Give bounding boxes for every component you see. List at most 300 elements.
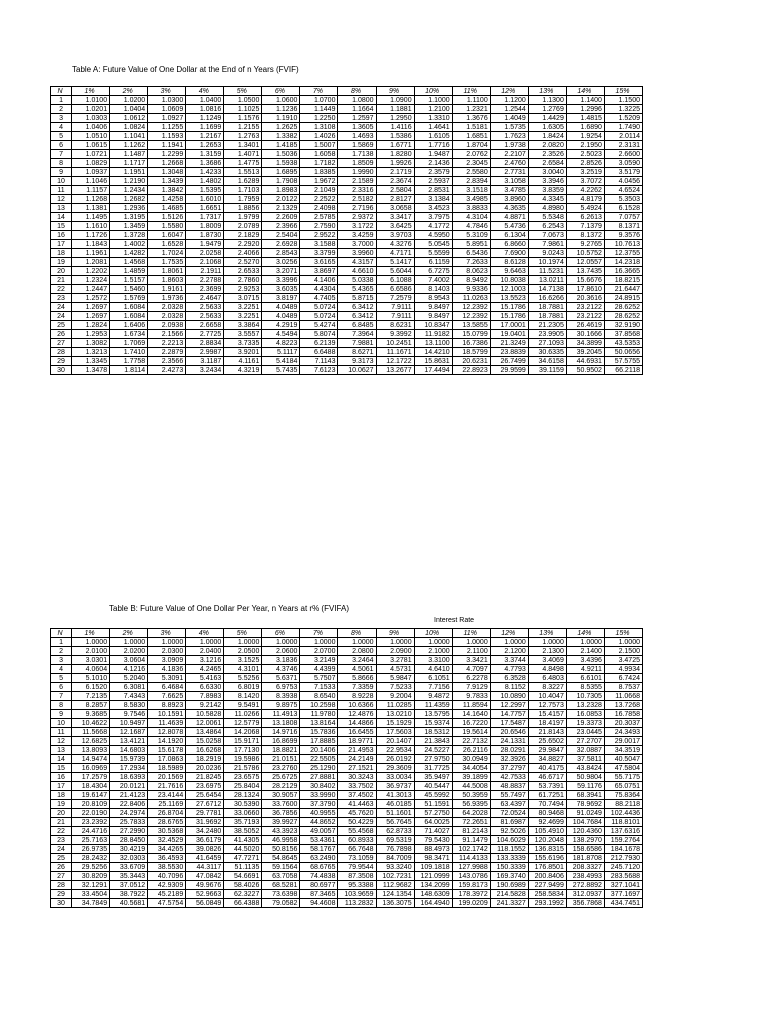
value-cell: 16.7220 bbox=[452, 719, 490, 728]
value-cell: 7.0757 bbox=[604, 213, 642, 222]
value-cell: 377.1697 bbox=[604, 890, 642, 899]
value-cell: 1.6105 bbox=[414, 132, 452, 141]
value-cell: 2.3966 bbox=[262, 222, 300, 231]
value-cell: 13.8164 bbox=[300, 719, 338, 728]
value-cell: 199.0209 bbox=[452, 899, 490, 908]
value-cell: 6.2139 bbox=[300, 339, 338, 348]
value-cell: 1.9161 bbox=[148, 285, 186, 294]
value-cell: 12.4876 bbox=[338, 710, 376, 719]
value-cell: 27.1093 bbox=[528, 339, 566, 348]
value-cell: 57.2750 bbox=[414, 809, 452, 818]
value-cell: 65.0751 bbox=[604, 782, 642, 791]
value-cell: 27.6712 bbox=[186, 800, 224, 809]
value-cell: 23.9905 bbox=[528, 330, 566, 339]
value-cell: 21.4953 bbox=[338, 746, 376, 755]
value-cell: 94.4608 bbox=[300, 899, 338, 908]
value-cell: 1.0000 bbox=[528, 638, 566, 647]
value-cell: 59.1176 bbox=[566, 782, 604, 791]
value-cell: 40.5681 bbox=[110, 899, 148, 908]
value-cell: 1.7103 bbox=[224, 186, 262, 195]
value-cell: 7.6900 bbox=[490, 249, 528, 258]
value-cell: 2.3699 bbox=[186, 285, 224, 294]
value-cell: 10.4047 bbox=[528, 692, 566, 701]
value-cell: 24.8915 bbox=[604, 294, 642, 303]
value-cell: 4.0604 bbox=[72, 665, 110, 674]
value-cell: 21.0151 bbox=[262, 755, 300, 764]
value-cell: 53.7391 bbox=[528, 782, 566, 791]
value-cell: 66.2118 bbox=[604, 366, 642, 375]
table-row bbox=[51, 159, 643, 168]
value-cell: 62.8733 bbox=[376, 827, 414, 836]
table-row bbox=[51, 231, 643, 240]
value-cell: 35.7193 bbox=[224, 818, 262, 827]
value-cell: 1.8730 bbox=[186, 231, 224, 240]
value-cell: 1.4185 bbox=[262, 141, 300, 150]
value-cell: 39.0826 bbox=[186, 845, 224, 854]
value-cell: 11.0263 bbox=[452, 294, 490, 303]
value-cell: 5.0724 bbox=[300, 312, 338, 321]
value-cell: 56.7645 bbox=[376, 818, 414, 827]
value-cell: 92.4699 bbox=[528, 818, 566, 827]
row-year-cell: 12 bbox=[51, 195, 72, 204]
value-cell: 1.3842 bbox=[148, 186, 186, 195]
value-cell: 20.0236 bbox=[186, 764, 224, 773]
value-cell: 1.4282 bbox=[110, 249, 148, 258]
value-cell: 6.1159 bbox=[414, 258, 452, 267]
value-cell: 3.1518 bbox=[452, 186, 490, 195]
value-cell: 50.8156 bbox=[262, 845, 300, 854]
value-cell: 2.8526 bbox=[566, 159, 604, 168]
value-cell: 1.5938 bbox=[262, 159, 300, 168]
table-row bbox=[51, 249, 643, 258]
value-cell: 36.4593 bbox=[148, 854, 186, 863]
value-cell: 3.8960 bbox=[490, 195, 528, 204]
value-cell: 3.1058 bbox=[490, 177, 528, 186]
value-cell: 73.1059 bbox=[338, 854, 376, 863]
value-cell: 9.2765 bbox=[566, 240, 604, 249]
value-cell: 7.1143 bbox=[300, 357, 338, 366]
row-year-cell: 5 bbox=[51, 674, 72, 683]
value-cell: 1.8009 bbox=[186, 222, 224, 231]
value-cell: 2.1300 bbox=[528, 647, 566, 656]
column-header-rate: 10% bbox=[414, 629, 452, 638]
row-year-cell: 10 bbox=[51, 177, 72, 186]
value-cell: 39.9927 bbox=[262, 818, 300, 827]
value-cell: 112.9682 bbox=[376, 881, 414, 890]
value-cell: 1.6734 bbox=[110, 330, 148, 339]
value-cell: 17.2934 bbox=[110, 764, 148, 773]
value-cell: 136.8315 bbox=[528, 845, 566, 854]
value-cell: 44.5020 bbox=[224, 845, 262, 854]
value-cell: 1.0721 bbox=[72, 150, 110, 159]
value-cell: 2.0762 bbox=[452, 150, 490, 159]
value-cell: 3.3946 bbox=[528, 177, 566, 186]
value-cell: 2.0900 bbox=[376, 647, 414, 656]
value-cell: 1.1262 bbox=[110, 141, 148, 150]
value-cell: 6.1051 bbox=[414, 674, 452, 683]
value-cell: 30.3243 bbox=[338, 773, 376, 782]
value-cell: 3.0715 bbox=[224, 294, 262, 303]
table-row bbox=[51, 357, 643, 366]
value-cell: 6.7424 bbox=[604, 674, 642, 683]
value-cell: 6.2613 bbox=[566, 213, 604, 222]
value-cell: 5.0338 bbox=[338, 276, 376, 285]
value-cell: 2.5633 bbox=[186, 303, 224, 312]
value-cell: 7.7156 bbox=[414, 683, 452, 692]
table-row bbox=[51, 330, 643, 339]
value-cell: 9.3992 bbox=[376, 330, 414, 339]
row-year-cell: 19 bbox=[51, 800, 72, 809]
value-cell: 2.5580 bbox=[452, 168, 490, 177]
value-cell: 22.0190 bbox=[72, 809, 110, 818]
value-cell: 2.4760 bbox=[490, 159, 528, 168]
value-cell: 5.1010 bbox=[72, 674, 110, 683]
value-cell: 76.7898 bbox=[376, 845, 414, 854]
value-cell: 29.3609 bbox=[376, 764, 414, 773]
value-cell: 5.3091 bbox=[148, 674, 186, 683]
row-year-cell: 7 bbox=[51, 150, 72, 159]
value-cell: 6.5436 bbox=[452, 249, 490, 258]
value-cell: 1.1381 bbox=[72, 204, 110, 213]
value-cell: 74.4838 bbox=[300, 872, 338, 881]
value-cell: 2.1000 bbox=[414, 647, 452, 656]
value-cell: 4.6524 bbox=[604, 186, 642, 195]
value-cell: 13.2328 bbox=[566, 701, 604, 710]
value-cell: 1.0000 bbox=[72, 638, 110, 647]
value-cell: 1.6084 bbox=[110, 303, 148, 312]
value-cell: 18.8821 bbox=[262, 746, 300, 755]
value-cell: 1.6305 bbox=[528, 123, 566, 132]
value-cell: 1.0000 bbox=[224, 638, 262, 647]
value-cell: 14.7138 bbox=[528, 285, 566, 294]
value-cell: 1.0000 bbox=[338, 638, 376, 647]
value-cell: 1.7410 bbox=[110, 348, 148, 357]
value-cell: 49.9676 bbox=[186, 881, 224, 890]
value-cell: 1.3082 bbox=[72, 339, 110, 348]
value-cell: 3.1836 bbox=[262, 656, 300, 665]
value-cell: 1.4802 bbox=[186, 177, 224, 186]
row-year-cell: 14 bbox=[51, 755, 72, 764]
value-cell: 1.1100 bbox=[452, 96, 490, 105]
value-cell: 46.0185 bbox=[376, 800, 414, 809]
value-cell: 7.8983 bbox=[186, 692, 224, 701]
value-cell: 1.4815 bbox=[566, 114, 604, 123]
value-cell: 14.2068 bbox=[224, 728, 262, 737]
value-cell: 14.4866 bbox=[338, 719, 376, 728]
value-cell: 5.7507 bbox=[300, 674, 338, 683]
table-row bbox=[51, 782, 643, 791]
table-row bbox=[51, 186, 643, 195]
value-cell: 27.1521 bbox=[338, 764, 376, 773]
table-row bbox=[51, 710, 643, 719]
value-cell: 3.2434 bbox=[186, 366, 224, 375]
value-cell: 12.2392 bbox=[452, 303, 490, 312]
value-cell: 1.4859 bbox=[110, 267, 148, 276]
value-cell: 4.5494 bbox=[262, 330, 300, 339]
value-cell: 6.3528 bbox=[490, 674, 528, 683]
value-cell: 21.3249 bbox=[490, 339, 528, 348]
value-cell: 24.3493 bbox=[604, 728, 642, 737]
value-cell: 10.2451 bbox=[376, 339, 414, 348]
value-cell: 2.5785 bbox=[300, 213, 338, 222]
value-cell: 1.6289 bbox=[224, 177, 262, 186]
value-cell: 14.6803 bbox=[110, 746, 148, 755]
value-cell: 7.9861 bbox=[528, 240, 566, 249]
value-cell: 25.7833 bbox=[110, 818, 148, 827]
value-cell: 3.4725 bbox=[604, 656, 642, 665]
value-cell: 26.7499 bbox=[490, 357, 528, 366]
value-cell: 32.1291 bbox=[72, 881, 110, 890]
value-cell: 1.6890 bbox=[566, 123, 604, 132]
value-cell: 70.7494 bbox=[528, 800, 566, 809]
value-cell: 10.8038 bbox=[490, 276, 528, 285]
value-cell: 93.3240 bbox=[376, 863, 414, 872]
header-row bbox=[51, 87, 643, 96]
row-year-cell: 15 bbox=[51, 764, 72, 773]
value-cell: 26.2116 bbox=[452, 746, 490, 755]
column-header-rate: 14% bbox=[566, 87, 604, 96]
value-cell: 212.7930 bbox=[604, 854, 642, 863]
value-cell: 37.2797 bbox=[490, 764, 528, 773]
value-cell: 2.5633 bbox=[186, 312, 224, 321]
value-cell: 1.1726 bbox=[72, 231, 110, 240]
value-cell: 2.0700 bbox=[300, 647, 338, 656]
value-cell: 69.5319 bbox=[376, 836, 414, 845]
column-header-rate: 13% bbox=[528, 87, 566, 96]
value-cell: 1.0000 bbox=[110, 638, 148, 647]
value-cell: 127.9988 bbox=[452, 863, 490, 872]
value-cell: 2.3316 bbox=[338, 186, 376, 195]
column-header-rate: 8% bbox=[338, 87, 376, 96]
value-cell: 7.9129 bbox=[452, 683, 490, 692]
value-cell: 88.2118 bbox=[604, 800, 642, 809]
value-cell: 2.7731 bbox=[490, 168, 528, 177]
row-year-cell: 24 bbox=[51, 845, 72, 854]
value-cell: 159.2764 bbox=[604, 836, 642, 845]
table-row bbox=[51, 312, 643, 321]
value-cell: 7.6123 bbox=[300, 366, 338, 375]
row-year-cell: 28 bbox=[51, 881, 72, 890]
table-row bbox=[51, 899, 643, 908]
value-cell: 3.8197 bbox=[262, 294, 300, 303]
table-row bbox=[51, 114, 643, 123]
value-cell: 1.2697 bbox=[72, 303, 110, 312]
value-cell: 1.4775 bbox=[224, 159, 262, 168]
value-cell: 42.9309 bbox=[148, 881, 186, 890]
value-cell: 1.4568 bbox=[110, 258, 148, 267]
value-cell: 30.4219 bbox=[110, 845, 148, 854]
value-cell: 9.3173 bbox=[338, 357, 376, 366]
value-cell: 12.6825 bbox=[72, 737, 110, 746]
value-cell: 3.2149 bbox=[300, 656, 338, 665]
value-cell: 20.1569 bbox=[148, 773, 186, 782]
value-cell: 1.2953 bbox=[72, 330, 110, 339]
value-cell: 2.2522 bbox=[300, 195, 338, 204]
value-cell: 18.4197 bbox=[528, 719, 566, 728]
value-cell: 104.6029 bbox=[490, 836, 528, 845]
value-cell: 1.1576 bbox=[224, 114, 262, 123]
table-row bbox=[51, 213, 643, 222]
column-header-rate: 3% bbox=[148, 87, 186, 96]
value-cell: 22.8923 bbox=[452, 366, 490, 375]
value-cell: 1.3605 bbox=[338, 123, 376, 132]
value-cell: 20.3037 bbox=[604, 719, 642, 728]
value-cell: 2.8394 bbox=[452, 177, 490, 186]
value-cell: 13.1808 bbox=[262, 719, 300, 728]
row-year-cell: 3 bbox=[51, 656, 72, 665]
value-cell: 1.2202 bbox=[72, 267, 110, 276]
value-cell: 66.4388 bbox=[224, 899, 262, 908]
header-row bbox=[51, 629, 643, 638]
value-cell: 16.3665 bbox=[604, 267, 642, 276]
value-cell: 25.6502 bbox=[528, 737, 566, 746]
value-cell: 1.3159 bbox=[186, 150, 224, 159]
value-cell: 6.1528 bbox=[604, 204, 642, 213]
value-cell: 11.4913 bbox=[262, 710, 300, 719]
column-header-rate: 9% bbox=[376, 629, 414, 638]
value-cell: 23.4144 bbox=[148, 791, 186, 800]
value-cell: 3.3996 bbox=[262, 276, 300, 285]
value-cell: 293.1992 bbox=[528, 899, 566, 908]
value-cell: 13.5523 bbox=[490, 294, 528, 303]
value-cell: 4.1836 bbox=[148, 665, 186, 674]
value-cell: 55.7175 bbox=[604, 773, 642, 782]
value-cell: 143.0786 bbox=[452, 872, 490, 881]
value-cell: 59.1564 bbox=[262, 863, 300, 872]
value-cell: 5.6371 bbox=[262, 674, 300, 683]
column-header-rate: 7% bbox=[300, 87, 338, 96]
value-cell: 2.0200 bbox=[110, 647, 148, 656]
value-cell: 23.2122 bbox=[566, 303, 604, 312]
value-cell: 36.9737 bbox=[376, 782, 414, 791]
row-year-cell: 10 bbox=[51, 719, 72, 728]
value-cell: 40.5447 bbox=[414, 782, 452, 791]
value-cell: 11.4359 bbox=[414, 701, 452, 710]
value-cell: 272.8892 bbox=[566, 881, 604, 890]
value-cell: 2.2107 bbox=[490, 150, 528, 159]
value-cell: 4.2262 bbox=[566, 186, 604, 195]
value-cell: 15.9739 bbox=[110, 755, 148, 764]
value-cell: 3.7335 bbox=[224, 339, 262, 348]
value-cell: 1.0615 bbox=[72, 141, 110, 150]
value-cell: 8.1420 bbox=[224, 692, 262, 701]
value-cell: 2.4098 bbox=[300, 204, 338, 213]
value-cell: 1.6010 bbox=[186, 195, 224, 204]
value-cell: 2.1589 bbox=[338, 177, 376, 186]
value-cell: 20.1406 bbox=[300, 746, 338, 755]
value-cell: 8.5830 bbox=[110, 701, 148, 710]
value-cell: 9.7833 bbox=[452, 692, 490, 701]
value-cell: 17.2579 bbox=[72, 773, 110, 782]
value-cell: 1.2081 bbox=[72, 258, 110, 267]
value-cell: 55.4568 bbox=[338, 827, 376, 836]
value-cell: 24.2974 bbox=[110, 809, 148, 818]
value-cell: 1.1268 bbox=[72, 195, 110, 204]
value-cell: 1.4641 bbox=[414, 123, 452, 132]
value-cell: 26.9735 bbox=[72, 845, 110, 854]
value-cell: 258.5834 bbox=[528, 890, 566, 899]
value-cell: 4.3345 bbox=[528, 195, 566, 204]
value-cell: 8.1372 bbox=[566, 231, 604, 240]
value-cell: 2.1329 bbox=[262, 204, 300, 213]
value-cell: 6.6330 bbox=[186, 683, 224, 692]
value-cell: 1.9926 bbox=[376, 159, 414, 168]
value-cell: 434.7451 bbox=[604, 899, 642, 908]
value-cell: 102.4436 bbox=[604, 809, 642, 818]
value-cell: 16.8699 bbox=[262, 737, 300, 746]
value-cell: 6.6488 bbox=[300, 348, 338, 357]
value-cell: 34.4265 bbox=[148, 845, 186, 854]
value-cell: 68.6765 bbox=[300, 863, 338, 872]
value-cell: 43.5353 bbox=[604, 339, 642, 348]
value-cell: 5.0545 bbox=[414, 240, 452, 249]
row-year-cell: 17 bbox=[51, 782, 72, 791]
value-cell: 1.0200 bbox=[110, 96, 148, 105]
value-cell: 1.0406 bbox=[72, 123, 110, 132]
value-cell: 1.8983 bbox=[262, 186, 300, 195]
row-year-cell: 26 bbox=[51, 330, 72, 339]
value-cell: 4.5061 bbox=[338, 665, 376, 674]
row-year-cell: 29 bbox=[51, 890, 72, 899]
value-cell: 3.3799 bbox=[300, 249, 338, 258]
value-cell: 1.2936 bbox=[110, 204, 148, 213]
value-cell: 9.3576 bbox=[604, 231, 642, 240]
value-cell: 5.4736 bbox=[490, 222, 528, 231]
value-cell: 2.1436 bbox=[414, 159, 452, 168]
value-cell: 30.0949 bbox=[452, 755, 490, 764]
value-cell: 3.1384 bbox=[414, 195, 452, 204]
value-cell: 1.2321 bbox=[452, 105, 490, 114]
value-cell: 3.8697 bbox=[300, 267, 338, 276]
value-cell: 13.5855 bbox=[452, 321, 490, 330]
row-year-cell: 11 bbox=[51, 728, 72, 737]
value-cell: 37.8568 bbox=[604, 330, 642, 339]
value-cell: 3.3864 bbox=[224, 321, 262, 330]
value-cell: 29.0017 bbox=[604, 737, 642, 746]
column-header-rate: 13% bbox=[528, 629, 566, 638]
value-cell: 158.6586 bbox=[566, 845, 604, 854]
value-cell: 2.6533 bbox=[224, 267, 262, 276]
value-cell: 6.7275 bbox=[414, 267, 452, 276]
value-cell: 1.2250 bbox=[300, 114, 338, 123]
value-cell: 1.2155 bbox=[224, 123, 262, 132]
value-cell: 6.2278 bbox=[452, 674, 490, 683]
value-cell: 1.5209 bbox=[604, 114, 642, 123]
value-cell: 1.1000 bbox=[414, 96, 452, 105]
row-year-cell: 25 bbox=[51, 854, 72, 863]
value-cell: 9.7546 bbox=[110, 710, 148, 719]
value-cell: 102.1742 bbox=[452, 845, 490, 854]
value-cell: 1.1495 bbox=[72, 213, 110, 222]
value-cell: 2.2609 bbox=[262, 213, 300, 222]
value-cell: 4.8980 bbox=[528, 204, 566, 213]
value-cell: 1.1300 bbox=[528, 96, 566, 105]
value-cell: 13.7268 bbox=[604, 701, 642, 710]
value-cell: 1.6047 bbox=[148, 231, 186, 240]
value-cell: 2.5270 bbox=[224, 258, 262, 267]
value-cell: 22.7132 bbox=[452, 737, 490, 746]
value-cell: 1.5007 bbox=[300, 141, 338, 150]
value-cell: 14.7757 bbox=[490, 710, 528, 719]
value-cell: 2.0328 bbox=[148, 312, 186, 321]
value-cell: 2.1500 bbox=[604, 647, 642, 656]
value-cell: 10.1591 bbox=[148, 710, 186, 719]
value-cell: 5.3503 bbox=[604, 195, 642, 204]
table-row bbox=[51, 294, 643, 303]
value-cell: 13.4864 bbox=[186, 728, 224, 737]
value-cell: 11.0668 bbox=[604, 692, 642, 701]
value-cell: 3.6425 bbox=[376, 222, 414, 231]
